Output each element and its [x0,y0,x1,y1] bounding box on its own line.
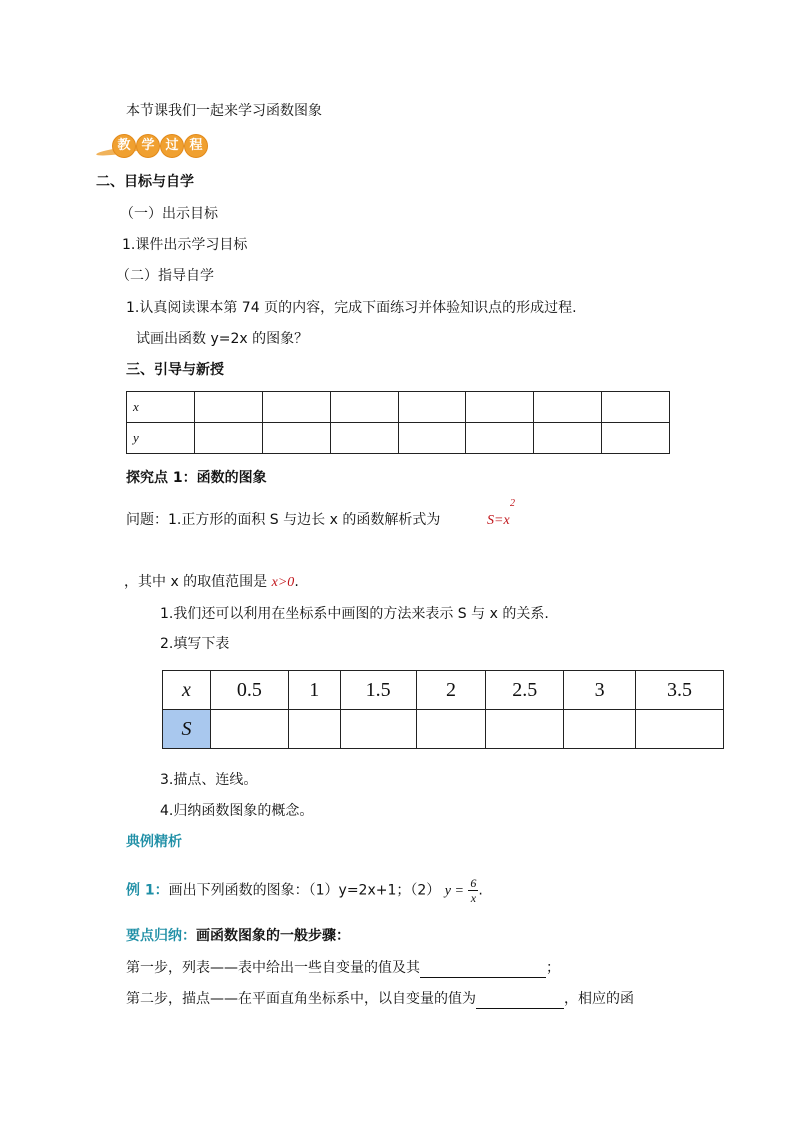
summary-step2-end: ，相应的函 [564,991,634,1007]
summary-step1-end: ； [546,960,560,976]
xy-table [126,391,670,454]
table-cell [534,392,602,423]
fraction [468,876,478,905]
table-cell [398,392,466,423]
range-prefix: ，其中 x 的取值范围是 [124,574,268,590]
explore-heading: 探究点 1：函数的图象 [126,470,267,486]
example-line [126,876,483,905]
table-cell [602,423,670,454]
intro-text: 本节课我们一起来学习函数图象 [126,103,322,119]
summary-label: 要点归纳： [126,928,196,944]
summary-title: 画函数图象的一般步骤： [196,928,350,944]
header-x: x [163,671,211,710]
table-cell [602,392,670,423]
teaching-process-badge [96,134,206,158]
badge-char: 程 [184,134,208,158]
subheading-self-study: （二）指导自学 [116,268,214,284]
study-question: 试画出函数 y=2x 的图象？ [136,331,309,347]
table-row [163,671,724,710]
table-cell [330,423,398,454]
x-value-cell: 0.5 [210,671,288,710]
step-4: 4.归纳函数图象的概念。 [160,803,314,819]
table-cell [466,392,534,423]
y-equals: y = [444,883,464,899]
example-end: . [478,882,483,899]
row-label-s: S [163,710,211,749]
example-text: 画出下列函数的图象：（1）y=2x+1；（2） [168,882,441,899]
s-x-table [162,670,724,749]
section3-heading: 三、引导与新授 [126,362,224,378]
table-cell [195,392,263,423]
fraction-denominator: x [470,891,477,905]
subheading-show-goals: （一）出示目标 [120,206,218,222]
s-value-cell [340,710,416,749]
summary-step1-text: 第一步，列表——表中给出一些自变量的值及其 [126,960,420,976]
row-label-y: y [127,423,195,454]
step-1: 1.我们还可以利用在坐标系中画图的方法来表示 S 与 x 的关系. [160,606,549,622]
table-row [127,423,670,454]
row-label-x: x [127,392,195,423]
table-cell [262,423,330,454]
s-value-cell [210,710,288,749]
summary-line [126,926,350,946]
range-suffix: . [294,574,299,590]
table-cell [195,423,263,454]
range-line [124,572,299,593]
summary-step1 [126,958,560,978]
x-value-cell: 2 [416,671,486,710]
answer-blank[interactable] [420,961,546,978]
section2-heading: 二、目标与自学 [96,174,194,190]
table-cell [466,423,534,454]
s-value-cell [486,710,564,749]
step-2: 2.填写下表 [160,636,230,652]
x-value-cell: 3 [564,671,636,710]
s-value-cell [288,710,340,749]
goal-item: 1.课件出示学习目标 [122,237,248,253]
badge-char: 过 [160,134,184,158]
fraction-numerator: 6 [470,876,477,890]
s-value-cell [636,710,724,749]
table-cell [330,392,398,423]
x-value-cell: 1 [288,671,340,710]
study-item: 1.认真阅读课本第 74 页的内容，完成下面练习并体验知识点的形成过程. [126,300,577,316]
formula-exponent: 2 [510,498,515,509]
badge-char: 教 [112,134,136,158]
table-cell [398,423,466,454]
question-text: 问题：1.正方形的面积 S 与边长 x 的函数解析式为 [126,512,441,528]
range-value: x>0 [271,575,295,590]
x-value-cell: 2.5 [486,671,564,710]
formula-text: S=x [487,513,510,528]
x-value-cell: 1.5 [340,671,416,710]
summary-step2-text: 第二步，描点——在平面直角坐标系中，以自变量的值为 [126,991,476,1007]
summary-step2 [126,989,634,1009]
example-heading: 典例精析 [126,834,182,850]
s-value-cell [564,710,636,749]
s-value-cell [416,710,486,749]
badge-char: 学 [136,134,160,158]
table-cell [262,392,330,423]
table-cell [534,423,602,454]
step-3: 3.描点、连线。 [160,772,258,788]
example-label: 例 1： [126,882,169,899]
x-value-cell: 3.5 [636,671,724,710]
table-row [163,710,724,749]
table-row [127,392,670,423]
answer-blank[interactable] [476,992,564,1009]
